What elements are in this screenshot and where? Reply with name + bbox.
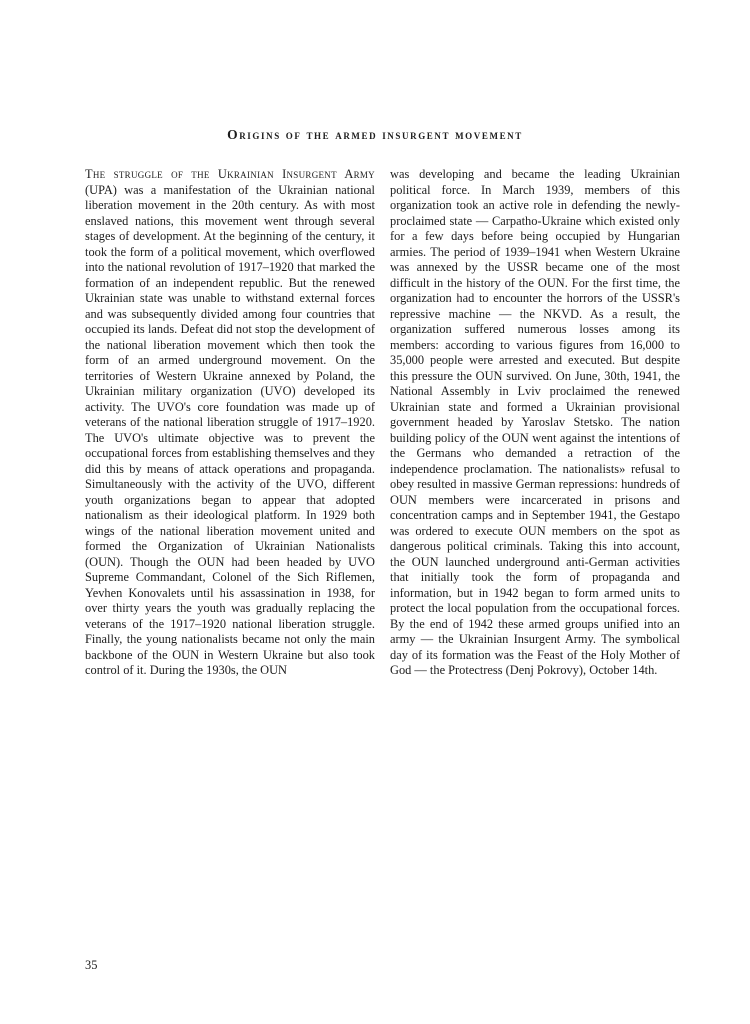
text-column-left-body: (UPA) was a manifestation of the Ukrainian national liberation movement in the 20th century. As with most enslaved nations, this movement went through several stages of development. At the beginning of the century, it took the form of a political movement, which overflowed into the national revolution of 1917–1920 that marked the formation of an independent republic. But the renewed Ukrainian state was unable to withstand external forces and was subsequently divided among four countries that occupied its lands. Defeat did not stop the development of the national liberation movement which then took the form of an armed underground movement. On the territories of Western Ukraine annexed by Poland, the Ukrainian military organization (UVO) developed its activity. The UVO's core foundation was made up of veterans of the national liberation struggle of 1917–1920. The UVO's ultimate objective was to prevent the occupational forces from establishing themselves and they did this by means of attack operations and propaganda. Simultaneously with the activity of the UVO, different youth organizations began to appear that adopted nationalism as their ideological platform. In 1929 both wings of the national liberation movement united and formed the Organization of Ukrainian Nationalists (OUN). Though the OUN had been headed by UVO Supreme Commandant, Colonel of the Sich Riflemen, Yevhen Konovalets until his assassination in 1938, for over thirty years the youth was gradually replacing the veterans of the 1917–1920 national liberation struggle. Finally, the young nationalists became not only the main backbone of the OUN in Western Ukraine but also took control of it. During the 1930s, the OUN xyxy=(85,182,375,677)
section-heading: Origins of the armed insurgent movement xyxy=(227,127,523,142)
page-number: 35 xyxy=(85,958,98,972)
text-column-left xyxy=(85,167,375,679)
body-text-columns xyxy=(85,167,680,679)
text-column-right: was developing and became the leading Ukrainian political force. In March 1939, members of this organization took an active role in defending the newly-proclaimed state — Carpatho-Ukraine which existed only for a few days before being occupied by Hungarian armies. The period of 1939–1941 when Western Ukraine was annexed by the USSR became one of the most difficult in the history of the OUN. For the first time, the organization had to encounter the horrors of the USSR's repressive machine — the NKVD. As a result, the organization suffered numerous losses among its members: according to various figures from 16,000 to 35,000 people were arrested and executed. But despite this pressure the OUN survived. On June, 30th, 1941, the National Assembly in Lviv proclaimed the renewed Ukrainian state and formed a Ukrainian provisional government headed by Yaroslav Stetsko. The nation building policy of the OUN went against the intentions of the Germans who demanded a retraction of the independence proclamation. The nationalists» refusal to obey resulted in massive German repressions: hundreds of OUN members were incarcerated in prisons and concentration camps and in September 1941, the Gestapo was ordered to execute OUN members on the spot as dangerous political criminals. Taking this into account, the OUN launched underground anti-German activities that initially took the form of propaganda and information, but in 1942 began to form armed units to protect the local population from the occupational forces. By the end of 1942 these armed groups unified into an army — the Ukrainian Insurgent Army. The symbolical day of its formation was the Feast of the Holy Mother of God — the Protectress (Denj Pokrovy), October 14th. xyxy=(390,167,680,677)
lead-in-small-caps: The struggle of the Ukrainian Insurgent Army xyxy=(85,167,375,181)
